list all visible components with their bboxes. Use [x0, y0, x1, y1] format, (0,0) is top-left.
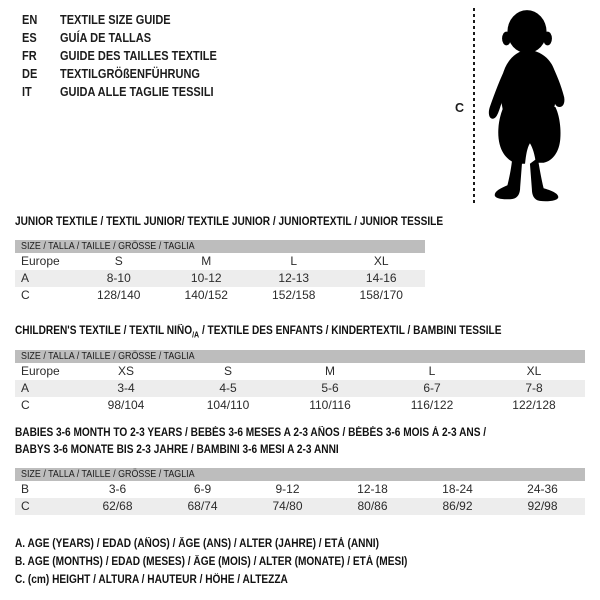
table-cell: 12-13	[278, 271, 310, 285]
toddler-silhouette-icon	[482, 6, 572, 208]
table-row-height	[15, 287, 425, 304]
section-title-line2: BABYS 3-6 MONATE BIS 2-3 JAHRE / BAMBINI 3-6 MESI A 2-3 ANNI	[15, 444, 339, 456]
table-cell: 14-16	[365, 271, 397, 285]
table-cell: 10-12	[190, 271, 222, 285]
table-cell: 110/116	[309, 398, 351, 412]
size-table-header-text: SIZE / TALLA / TAILLE / GRÖSSE / TAGLIA	[21, 468, 195, 480]
table-cell: S	[223, 364, 232, 378]
section-title-children	[15, 323, 568, 343]
size-table-header	[15, 240, 425, 253]
table-cell: 86/92	[442, 499, 473, 513]
size-table-header	[15, 468, 585, 481]
section-title-text: JUNIOR TEXTILE / TEXTIL JUNIOR/ TEXTILE JUNIOR / JUNIORTEXTIL / JUNIOR TESSILE	[15, 216, 444, 228]
table-cell: 68/74	[187, 499, 218, 513]
table-row-height	[15, 498, 585, 515]
table-cell: 12-18	[357, 482, 388, 496]
size-table-children	[15, 350, 585, 414]
height-measure-dashed-line	[473, 8, 475, 206]
row-label: Europe	[21, 364, 60, 378]
size-table-header-text: SIZE / TALLA / TAILLE / GRÖSSE / TAGLIA	[21, 240, 195, 252]
table-cell: XS	[117, 364, 134, 378]
language-label-text: GUÍA DE TALLAS	[60, 31, 152, 45]
table-cell: 18-24	[442, 482, 473, 496]
table-cell: XL	[526, 364, 542, 378]
language-list	[22, 11, 238, 101]
table-cell: 62/68	[102, 499, 133, 513]
table-cell: 6-7	[423, 381, 441, 395]
language-label	[60, 11, 186, 29]
language-label	[60, 83, 235, 101]
footnote-height	[15, 571, 461, 589]
row-label: A	[21, 381, 30, 395]
height-measure-label: C	[455, 101, 465, 115]
size-table-junior	[15, 240, 425, 304]
row-label: A	[21, 271, 30, 285]
table-cell: 158/170	[359, 288, 403, 302]
footnote-text: B. AGE (MONTHS) / EDAD (MESES) / ÂGE (MOIS) / ALTER (MONATE) / ETÀ (MESI)	[15, 556, 408, 568]
table-cell: 152/158	[272, 288, 316, 302]
language-code-text: IT	[22, 85, 32, 99]
table-cell: 80/86	[357, 499, 388, 513]
footnote-age-months	[15, 553, 461, 571]
language-label-text: GUIDA ALLE TAGLIE TESSILI	[60, 85, 214, 99]
table-row-age	[15, 270, 425, 287]
section-title-junior	[15, 214, 501, 231]
language-code	[22, 11, 60, 29]
language-row-en	[22, 11, 238, 29]
table-cell: 3-4	[117, 381, 135, 395]
title-post: / TEXTILE DES ENFANTS / KINDERTEXTIL / BAMBINI TESSILE	[199, 325, 502, 337]
table-cell: 122/128	[512, 398, 556, 412]
title-subscript: /A	[192, 330, 200, 340]
row-label: C	[21, 288, 30, 302]
table-row-height	[15, 397, 585, 414]
table-cell: 3-6	[108, 482, 127, 496]
table-cell: 140/152	[184, 288, 228, 302]
table-cell: S	[114, 254, 123, 268]
language-code	[22, 65, 60, 83]
row-label: C	[21, 499, 30, 513]
table-cell: 24-36	[527, 482, 558, 496]
table-cell: L	[290, 254, 298, 268]
language-label	[60, 29, 163, 47]
table-cell: 7-8	[525, 381, 543, 395]
language-row-es	[22, 29, 238, 47]
table-cell: 74/80	[272, 499, 303, 513]
language-label	[60, 65, 219, 83]
table-cell: 8-10	[106, 271, 131, 285]
language-code	[22, 47, 60, 65]
table-cell: L	[428, 364, 436, 378]
footnotes	[15, 535, 461, 589]
language-label-text: TEXTILGRÖßENFÜHRUNG	[60, 67, 200, 81]
language-row-it	[22, 83, 238, 101]
table-cell: 5-6	[321, 381, 339, 395]
language-code-text: ES	[22, 31, 37, 45]
table-cell: XL	[373, 254, 389, 268]
table-cell: 116/122	[410, 398, 454, 412]
section-title-text	[15, 323, 501, 343]
section-title-line1: BABIES 3-6 MONTH TO 2-3 YEARS / BEBÉS 3-6 MESES A 2-3 AÑOS / BÉBÉS 3-6 MOIS À 2-3 ANS /	[15, 427, 487, 439]
language-row-de	[22, 65, 238, 83]
language-code	[22, 83, 60, 101]
row-label: C	[21, 398, 30, 412]
table-cell: 9-12	[275, 482, 300, 496]
table-row-europe	[15, 253, 425, 270]
title-pre: CHILDREN'S TEXTILE / TEXTIL NIÑO	[15, 325, 193, 337]
table-cell: M	[325, 364, 335, 378]
language-code-text: DE	[22, 67, 38, 81]
table-row-age	[15, 380, 585, 397]
row-label: Europe	[21, 254, 60, 268]
table-row-europe	[15, 363, 585, 380]
table-cell: 128/140	[97, 288, 141, 302]
footnote-text: C. (cm) HEIGHT / ALTURA / HAUTEUR / HÖHE / ALTEZZA	[15, 574, 288, 586]
section-title-babies	[15, 425, 550, 459]
table-cell: 4-5	[219, 381, 237, 395]
language-label	[60, 47, 238, 65]
language-label-text: GUIDE DES TAILLES TEXTILE	[60, 49, 217, 63]
row-label: B	[21, 482, 30, 496]
footnote-age-years	[15, 535, 461, 553]
language-row-fr	[22, 47, 238, 65]
table-cell: 104/110	[206, 398, 250, 412]
language-label-text: TEXTILE SIZE GUIDE	[60, 13, 171, 27]
language-code-text: EN	[22, 13, 38, 27]
size-table-header	[15, 350, 585, 363]
table-cell: 92/98	[527, 499, 558, 513]
size-table-header-text: SIZE / TALLA / TAILLE / GRÖSSE / TAGLIA	[21, 350, 195, 362]
table-cell: 6-9	[193, 482, 212, 496]
table-row-age-months	[15, 481, 585, 498]
footnote-text: A. AGE (YEARS) / EDAD (AÑOS) / ÂGE (ANS) / ALTER (JAHRE) / ETÀ (ANNI)	[15, 538, 379, 550]
language-code	[22, 29, 60, 47]
size-table-babies	[15, 468, 585, 515]
table-cell: M	[201, 254, 212, 268]
table-cell: 98/104	[107, 398, 145, 412]
language-code-text: FR	[22, 49, 37, 63]
